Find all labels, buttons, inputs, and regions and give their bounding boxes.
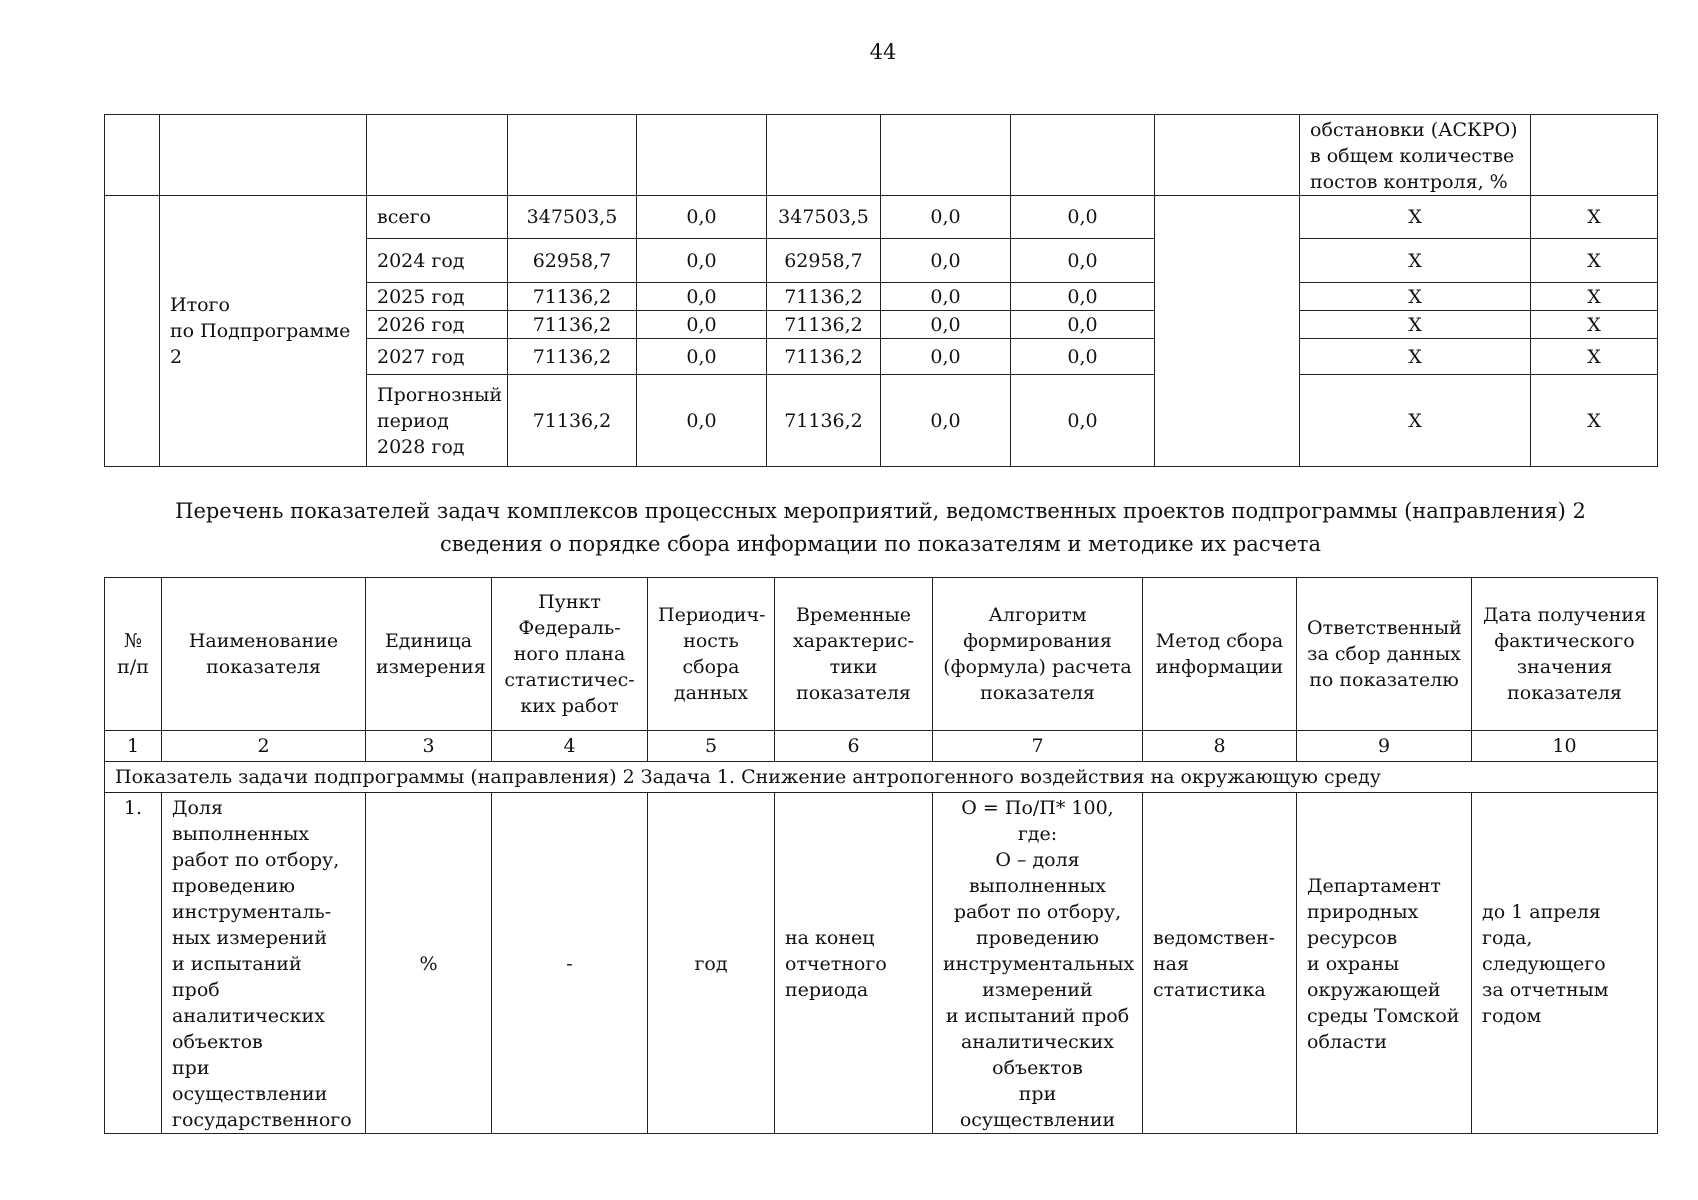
table-row bbox=[105, 196, 1658, 239]
value-cell: 0,0 bbox=[881, 339, 1011, 375]
continuation-row bbox=[105, 115, 1658, 196]
method-cell: ведомствен- ная статистика bbox=[1143, 793, 1297, 1134]
column-number: 10 bbox=[1472, 731, 1658, 762]
column-number-row bbox=[105, 731, 1658, 762]
value-cell: 347503,5 bbox=[767, 196, 881, 239]
header-cell: Наименование показателя bbox=[162, 578, 366, 731]
column-number: 7 bbox=[933, 731, 1143, 762]
value-cell: 71136,2 bbox=[508, 311, 637, 339]
x-cell: X bbox=[1531, 196, 1658, 239]
header-cell: Пункт Федераль- ного плана статистичес- ких работ bbox=[492, 578, 648, 731]
x-cell: X bbox=[1300, 283, 1531, 311]
period-cell: Прогнозный период 2028 год bbox=[367, 375, 508, 467]
value-cell: 0,0 bbox=[637, 311, 767, 339]
financing-table bbox=[104, 114, 1658, 467]
value-cell: 0,0 bbox=[1011, 375, 1155, 467]
algorithm-cell: О = По/П* 100, где: О – доля выполненных работ по отбору, проведению инструментальных измерений и испытаний проб аналитических объектов при осуществлении bbox=[933, 793, 1143, 1134]
period-cell: 2025 год bbox=[367, 283, 508, 311]
header-cell: Алгоритм формирования (формула) расчета показателя bbox=[933, 578, 1143, 731]
time-characteristic-cell: на конец отчетного периода bbox=[775, 793, 933, 1134]
heading-line-1: Перечень показателей задач комплексов процессных мероприятий, ведомственных проектов подпрограммы (направления) 2 bbox=[175, 499, 1586, 523]
value-cell: 62958,7 bbox=[767, 239, 881, 283]
header-cell: Временные характерис- тики показателя bbox=[775, 578, 933, 731]
value-cell: 71136,2 bbox=[767, 375, 881, 467]
value-cell: 0,0 bbox=[637, 375, 767, 467]
value-cell: 71136,2 bbox=[508, 375, 637, 467]
value-cell: 71136,2 bbox=[767, 339, 881, 375]
section-heading bbox=[104, 495, 1657, 561]
value-cell: 0,0 bbox=[881, 196, 1011, 239]
header-cell: Периодич- ность сбора данных bbox=[648, 578, 775, 731]
value-cell: 71136,2 bbox=[767, 283, 881, 311]
period-cell: всего bbox=[367, 196, 508, 239]
unit-cell: % bbox=[366, 793, 492, 1134]
value-cell: 0,0 bbox=[1011, 283, 1155, 311]
plan-item-cell: - bbox=[492, 793, 648, 1134]
header-row bbox=[105, 578, 1658, 731]
period-cell: 2026 год bbox=[367, 311, 508, 339]
column-number: 9 bbox=[1297, 731, 1472, 762]
value-cell: 71136,2 bbox=[767, 311, 881, 339]
section-title: Показатель задачи подпрограммы (направления) 2 Задача 1. Снижение антропогенного воздействия на окружающую среду bbox=[105, 762, 1658, 793]
value-cell: 0,0 bbox=[1011, 239, 1155, 283]
x-cell: X bbox=[1300, 375, 1531, 467]
page-number: 44 bbox=[869, 40, 897, 64]
continued-indicator-text: обстановки (АСКРО) в общем количестве постов контроля, % bbox=[1300, 115, 1531, 196]
column-number: 4 bbox=[492, 731, 648, 762]
value-cell: 0,0 bbox=[1011, 339, 1155, 375]
column-number: 3 bbox=[366, 731, 492, 762]
table-row bbox=[105, 793, 1658, 1134]
header-cell: Дата получения фактического значения показателя bbox=[1472, 578, 1658, 731]
period-cell: 2024 год bbox=[367, 239, 508, 283]
header-cell: Единица измерения bbox=[366, 578, 492, 731]
value-cell: 347503,5 bbox=[508, 196, 637, 239]
header-cell: Метод сбора информации bbox=[1143, 578, 1297, 731]
column-number: 2 bbox=[162, 731, 366, 762]
x-cell: X bbox=[1531, 283, 1658, 311]
value-cell: 0,0 bbox=[881, 375, 1011, 467]
value-cell: 0,0 bbox=[637, 283, 767, 311]
periodicity-cell: год bbox=[648, 793, 775, 1134]
x-cell: X bbox=[1300, 311, 1531, 339]
indicator-name: Доля выполненных работ по отбору, проведению инструменталь- ных измерений и испытаний проб аналитических объектов при осуществлении государственного bbox=[162, 793, 366, 1134]
row-number: 1. bbox=[105, 793, 162, 1134]
value-cell: 0,0 bbox=[881, 311, 1011, 339]
x-cell: X bbox=[1300, 239, 1531, 283]
group-label: Итого по Подпрограмме 2 bbox=[160, 196, 367, 467]
x-cell: X bbox=[1531, 311, 1658, 339]
value-cell: 0,0 bbox=[637, 239, 767, 283]
x-cell: X bbox=[1300, 196, 1531, 239]
indicators-table bbox=[104, 577, 1658, 1134]
value-cell: 0,0 bbox=[1011, 196, 1155, 239]
x-cell: X bbox=[1300, 339, 1531, 375]
x-cell: X bbox=[1531, 339, 1658, 375]
value-cell: 0,0 bbox=[637, 339, 767, 375]
period-cell: 2027 год bbox=[367, 339, 508, 375]
date-cell: до 1 апреля года, следующего за отчетным годом bbox=[1472, 793, 1658, 1134]
responsible-cell: Департамент природных ресурсов и охраны окружающей среды Томской области bbox=[1297, 793, 1472, 1134]
header-cell: Ответственный за сбор данных по показателю bbox=[1297, 578, 1472, 731]
column-number: 5 bbox=[648, 731, 775, 762]
column-number: 6 bbox=[775, 731, 933, 762]
column-number: 1 bbox=[105, 731, 162, 762]
column-number: 8 bbox=[1143, 731, 1297, 762]
value-cell: 71136,2 bbox=[508, 283, 637, 311]
value-cell: 62958,7 bbox=[508, 239, 637, 283]
value-cell: 0,0 bbox=[637, 196, 767, 239]
heading-line-2: сведения о порядке сбора информации по показателям и методике их расчета bbox=[439, 532, 1322, 556]
x-cell: X bbox=[1531, 375, 1658, 467]
header-cell: № п/п bbox=[105, 578, 162, 731]
value-cell: 0,0 bbox=[881, 283, 1011, 311]
x-cell: X bbox=[1531, 239, 1658, 283]
section-row bbox=[105, 762, 1658, 793]
value-cell: 71136,2 bbox=[508, 339, 637, 375]
value-cell: 0,0 bbox=[1011, 311, 1155, 339]
value-cell: 0,0 bbox=[881, 239, 1011, 283]
